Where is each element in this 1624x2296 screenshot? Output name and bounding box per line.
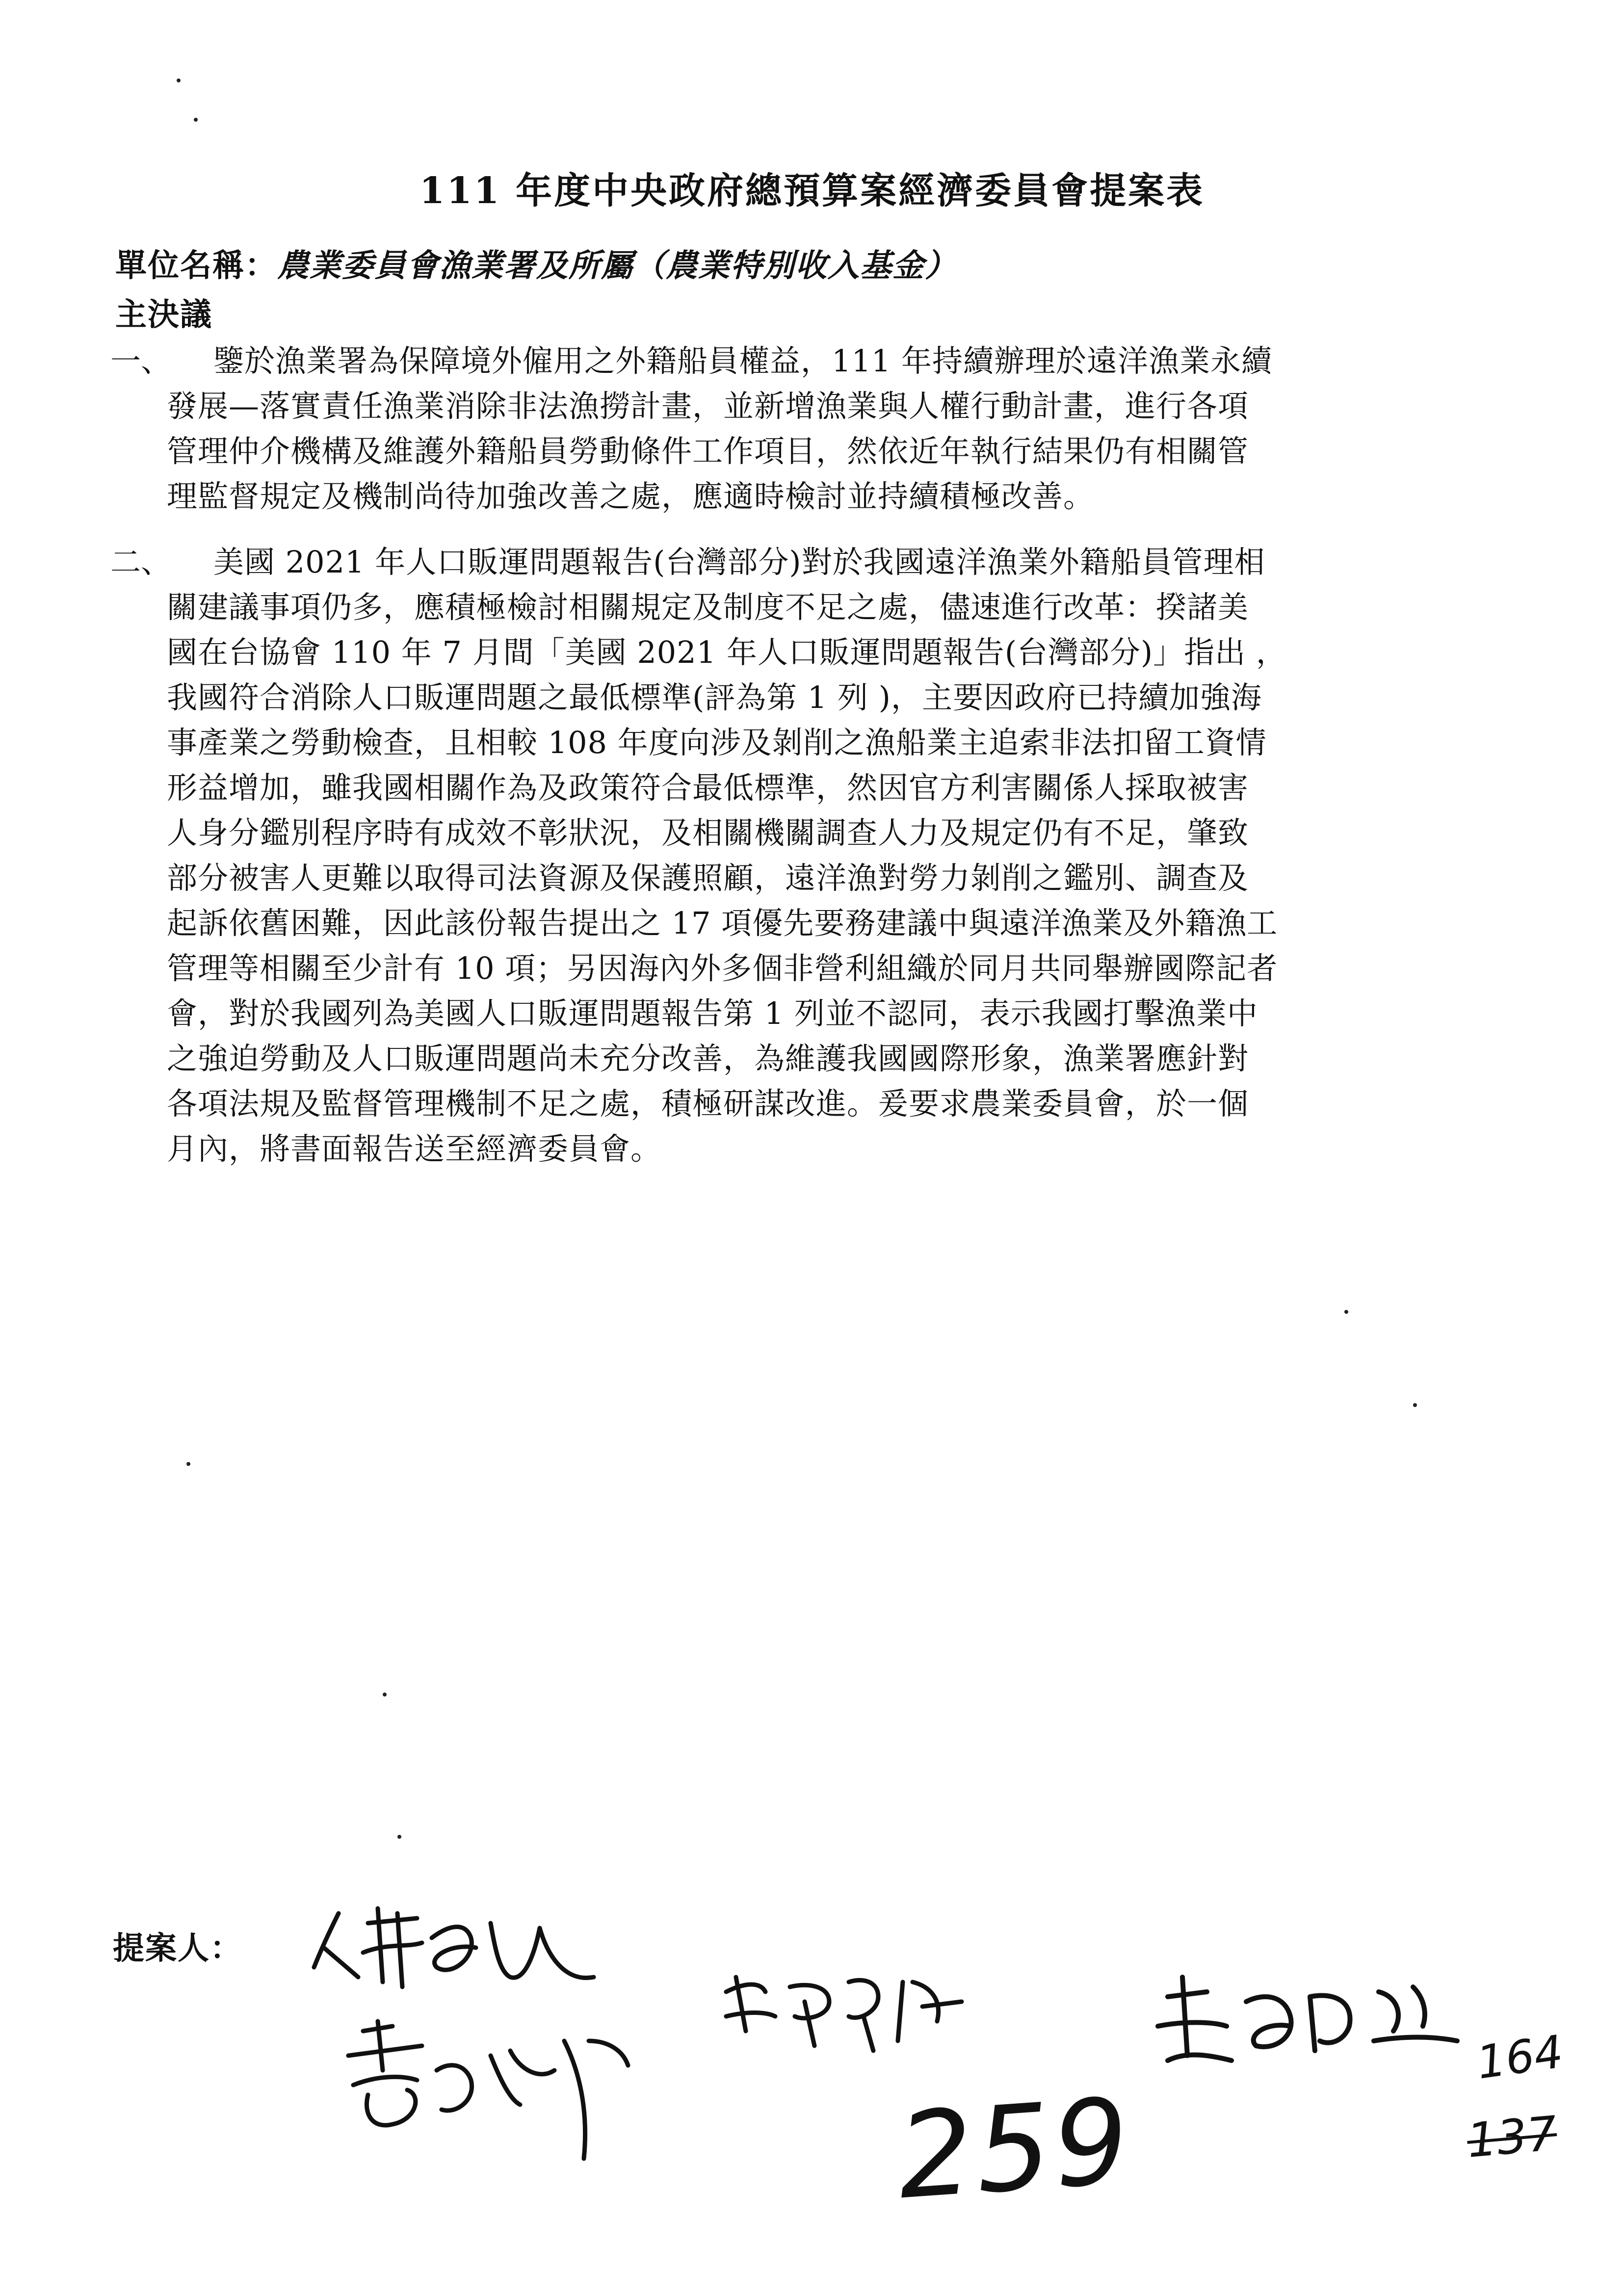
item-line: 人身分鑑別程序時有成效不彰狀況，及相關機關調查人力及規定仍有不足，肇致 — [167, 815, 1249, 851]
signature-3 — [716, 1962, 971, 2056]
item-line: 理監督規定及機制尚待加強改善之處，應適時檢討並持續積極改善。 — [167, 478, 1095, 514]
unit-name-label: 單位名稱： — [115, 247, 277, 284]
item-line: 鑒於漁業署為保障境外僱用之外籍船員權益，111 年持續辦理於遠洋漁業永續 — [213, 343, 1273, 379]
item-line: 形益增加，雖我國相關作為及政策符合最低標準，然因官方利害關係人採取被害 — [167, 770, 1249, 806]
proposer-label: 提案人： — [113, 1930, 242, 1967]
item-line: 之強迫勞動及人口販運問題尚未充分改善，為維護我國國際形象，漁業署應針對 — [167, 1041, 1249, 1076]
item-line: 起訴依舊困難，因此該份報告提出之 17 項優先要務建議中與遠洋漁業及外籍漁工 — [167, 905, 1278, 941]
scan-speck — [1413, 1403, 1417, 1407]
item-line: 各項法規及監督管理機制不足之處，積極研謀改進。爰要求農業委員會，於一個 — [167, 1086, 1249, 1122]
item-line: 月內，將書面報告送至經濟委員會。 — [167, 1131, 662, 1167]
resolution-item — [110, 339, 1509, 519]
scan-speck — [186, 1462, 190, 1466]
struck-side-number: 137 — [1465, 2106, 1559, 2168]
item-number: 二、 — [110, 544, 172, 580]
signature-2 — [334, 2011, 648, 2173]
resolution-item — [110, 540, 1509, 1172]
unit-name-line — [115, 240, 957, 286]
item-line: 發展—落實責任漁業消除非法漁撈計畫，並新增漁業與人權行動計畫，進行各項 — [167, 388, 1249, 424]
scan-speck — [194, 118, 198, 122]
item-line: 管理仲介機構及維護外籍船員勞動條件工作項目，然依近年執行結果仍有相關管 — [167, 433, 1249, 469]
item-line: 部分被害人更難以取得司法資源及保護照顧，遠洋漁對勞力剝削之鑑別、調查及 — [167, 860, 1249, 896]
item-line: 國在台協會 110 年 7 月間「美國 2021 年人口販運問題報告(台灣部分)」指出 ， — [167, 634, 1287, 670]
item-number: 一、 — [110, 343, 172, 379]
scan-speck — [1344, 1310, 1348, 1314]
main-resolution-heading: 主決議 — [115, 296, 212, 333]
signature-4 — [1148, 1967, 1467, 2080]
unit-name-value: 農業委員會漁業署及所屬（農業特別收入基金） — [277, 247, 957, 284]
item-line: 事產業之勞動檢查，且相較 108 年度向涉及剝削之漁船業主追索非法扣留工資情 — [167, 725, 1267, 760]
scan-speck — [383, 1693, 387, 1696]
document-title: 111 年度中央政府總預算案經濟委員會提案表 — [419, 170, 1205, 212]
signature-1 — [304, 1894, 599, 2002]
item-line: 管理等相關至少計有 10 項；另因海內外多個非營利組織於同月共同舉辦國際記者 — [167, 950, 1278, 986]
page-number: 259 — [893, 2072, 1136, 2226]
side-number: 164 — [1473, 2025, 1567, 2089]
scan-speck — [397, 1835, 401, 1839]
item-line: 我國符合消除人口販運問題之最低標準(評為第 1 列 )，主要因政府已持續加強海 — [167, 679, 1262, 715]
item-line: 關建議事項仍多，應積極檢討相關規定及制度不足之處，儘速進行改革：揆諸美 — [167, 589, 1249, 625]
scan-speck — [177, 78, 181, 82]
item-line: 美國 2021 年人口販運問題報告(台灣部分)對於我國遠洋漁業外籍船員管理相 — [213, 544, 1265, 580]
item-line: 會，對於我國列為美國人口販運問題報告第 1 列並不認同，表示我國打擊漁業中 — [167, 995, 1258, 1031]
